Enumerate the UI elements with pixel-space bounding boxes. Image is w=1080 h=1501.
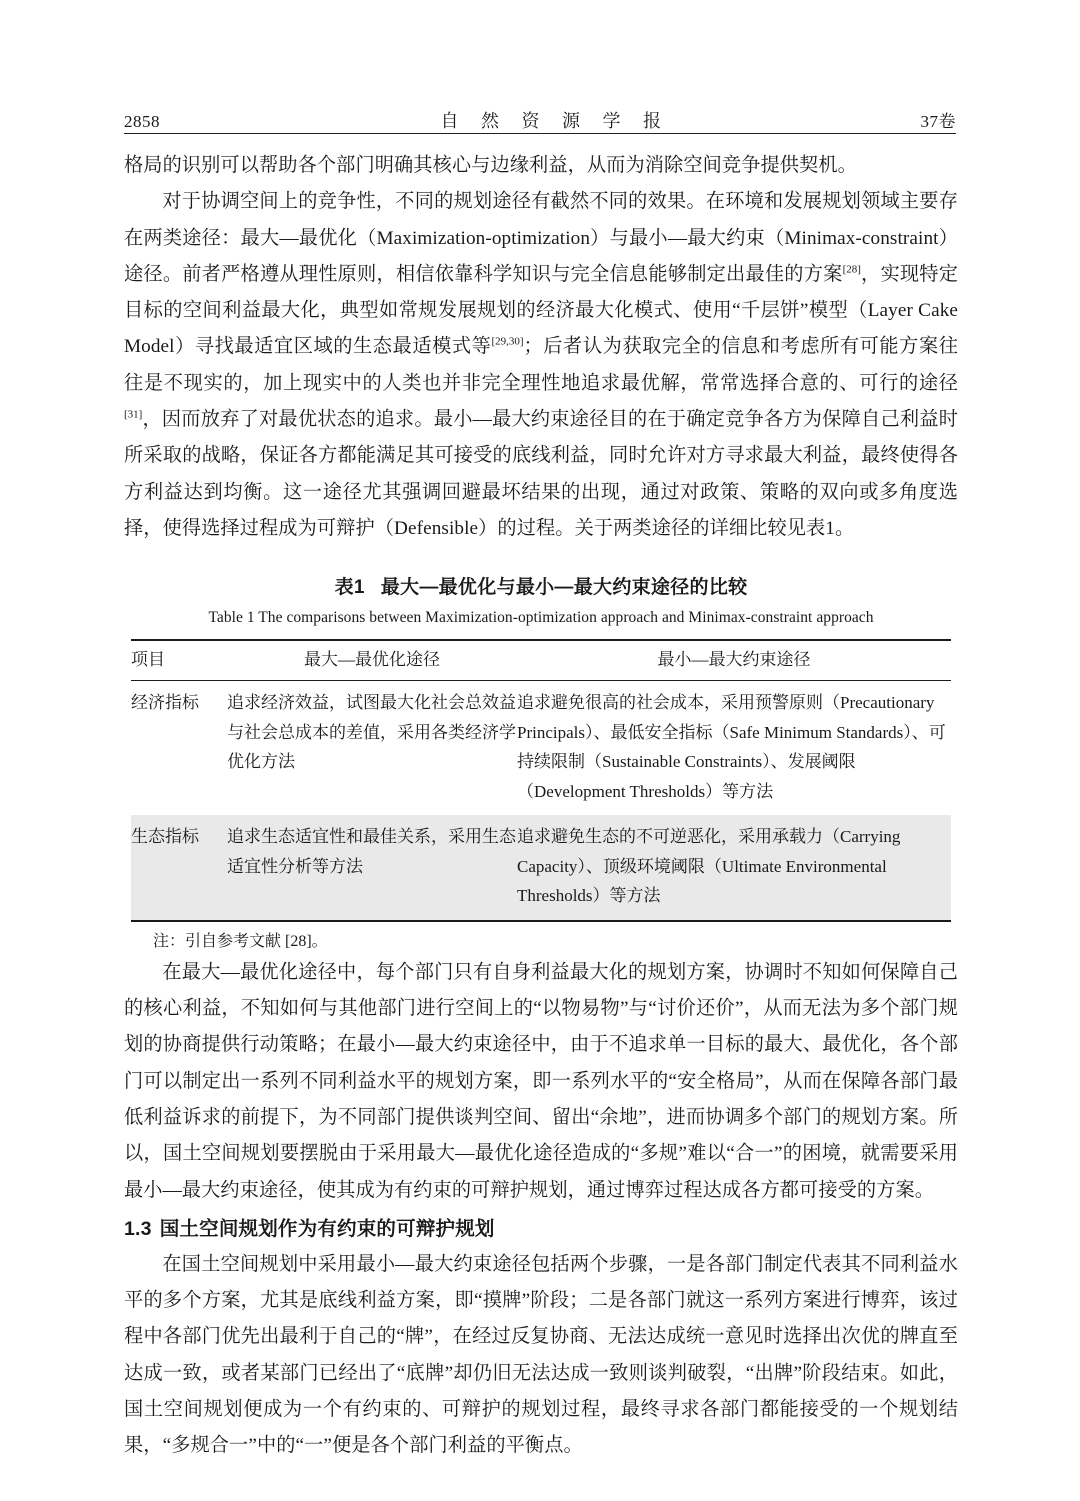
- cell-maximization: 追求经济效益，试图最大化社会总效益与社会总成本的差值，采用各类经济学优化方法: [227, 693, 516, 772]
- paragraph-1: 格局的识别可以帮助各个部门明确其核心与边缘利益，从而为消除空间竞争提供契机。: [124, 155, 857, 176]
- section-heading-1-3: [124, 1211, 958, 1247]
- reference-mark-28: [28]: [842, 263, 861, 276]
- journal-title: 自 然 资 源 学 报: [440, 111, 670, 131]
- comparison-table: [131, 639, 951, 922]
- cell-item: 经济指标: [131, 693, 199, 713]
- table-title-cn: [124, 573, 958, 603]
- running-head: [124, 96, 956, 130]
- paragraph-2-part-b: ，实现特定目标的空间利益最大化，典型如常规发展规划的经济最大化模式、使用“千层饼”模型（Layer Cake Model）寻找最适宜区域的生态最适模式等: [124, 263, 959, 358]
- paragraph-4: 在国土空间规划中采用最小—最大约束途径包括两个步骤，一是各部门制定代表其不同利益水平的多个方案，尤其是底线利益方案，即“摸牌”阶段；二是各部门就这一系列方案进行博弈，该过程中各部门优先出最利于自己的“牌”，在经过反复协商、无法达成统一意见时选择出次优的牌直至达成一致，或者某部门已经出了“底牌”却仍旧无法达成一致则谈判破裂，“出牌”阶段结束。如此，国土空间规划便成为一个有约束的、可辩护的规划过程，最终寻求各部门都能接受的一个规划结果，“多规合一”中的“一”便是各个部门利益的平衡点。: [124, 1253, 958, 1457]
- table-head: [131, 640, 951, 681]
- cell-maximization: 追求生态适宜性和最佳关系，采用生态适宜性分析等方法: [227, 827, 516, 876]
- column-header-maximization: 最大—最优化途径: [304, 650, 440, 670]
- table-body: [131, 681, 951, 921]
- paragraph-3: 在最大—最优化途径中，每个部门只有自身利益最大化的规划方案，协调时不知如何保障自己的核心利益，不知如何与其他部门进行空间上的“以物易物”与“讨价还价”，从而无法为多个部门规划的协商提供行动策略；在最小—最大约束途径中，由于不追求单一目标的最大、最优化，各个部门可以制定出一系列不同利益水平的规划方案，即一系列水平的“安全格局”，从而在保障各部门最低利益诉求的前提下，为不同部门提供谈判空间、留出“余地”，进而协调多个部门的规划方案。所以，国土空间规划要摆脱由于采用最大—最优化途径造成的“多规”难以“合一”的困境，就需要采用最小—最大约束途径，使其成为有约束的可辩护规划，通过博弈过程达成各方都可接受的方案。: [124, 961, 958, 1201]
- section-number: 1.3: [124, 1217, 152, 1240]
- reference-mark-29-30: [29,30]: [491, 336, 524, 349]
- page-number: 2858: [124, 112, 160, 131]
- cell-item: 生态指标: [131, 827, 199, 847]
- section-title: 国土空间规划作为有约束的可辩护规划: [159, 1217, 495, 1240]
- table-note: 注：引自参考文献 [28]。: [153, 932, 328, 950]
- table-title-en: Table 1 The comparisons between Maximization-optimization approach and Minimax-constraint approach: [208, 609, 874, 627]
- volume-label: 37卷: [920, 112, 956, 131]
- table-label: 表1: [334, 577, 365, 599]
- cell-minimax: 追求避免生态的不可逆恶化，采用承载力（Carrying Capacity）、顶级环境阈限（Ultimate Environmental Thresholds）等方法: [517, 827, 901, 906]
- reference-mark-31: [31]: [124, 408, 143, 421]
- header-rule: [124, 133, 956, 134]
- paragraph-2-part-c: ；后者认为获取完全的信息和考虑所有可能方案往往是不现实的，加上现实中的人类也并非完全理性地追求最优解，常常选择合意的、可行的途径: [124, 336, 959, 394]
- table-title-text: 最大—最优化与最小—最大约束途径的比较: [380, 577, 748, 599]
- table-row: [131, 815, 951, 921]
- table-1-block: [124, 573, 958, 955]
- paragraph-2-part-d: ，因而放弃了对最优状态的追求。最小—最大约束途径目的在于确定竞争各方为保障自己利益时所采取的战略，保证各方都能满足其可接受的底线利益，同时允许对方寻求最大利益，最终使得各方利益达到均衡。这一途径尤其强调回避最坏结果的出现，通过对政策、策略的双向或多角度选择，使得选择过程成为可辩护（Defensible）的过程。关于两类途径的详细比较见表1。: [124, 409, 958, 539]
- body-column: [124, 148, 958, 1465]
- paragraph-2-part-a: 对于协调空间上的竞争性，不同的规划途径有截然不同的效果。在环境和发展规划领域主要存在两类途径：最大—最优化（Maximization-optimization）与最小—最大约束（Minimax-constraint）途径。前者严格遵从理性原则，相信依靠科学知识与完全信息能够制定出最佳的方案: [124, 191, 958, 285]
- column-header-minimax: 最小—最大约束途径: [657, 650, 811, 670]
- paragraph-2: [124, 184, 958, 547]
- column-header-item: 项目: [131, 650, 165, 670]
- table-row: [131, 681, 951, 816]
- cell-minimax: 追求避免很高的社会成本，采用预警原则（Precautionary Principals）、最低安全指标（Safe Minimum Standards）、可持续限制（Sustainable Constraints）、发展阈限（Development Thresholds）等方法: [517, 693, 946, 801]
- table-header-row: [131, 640, 951, 681]
